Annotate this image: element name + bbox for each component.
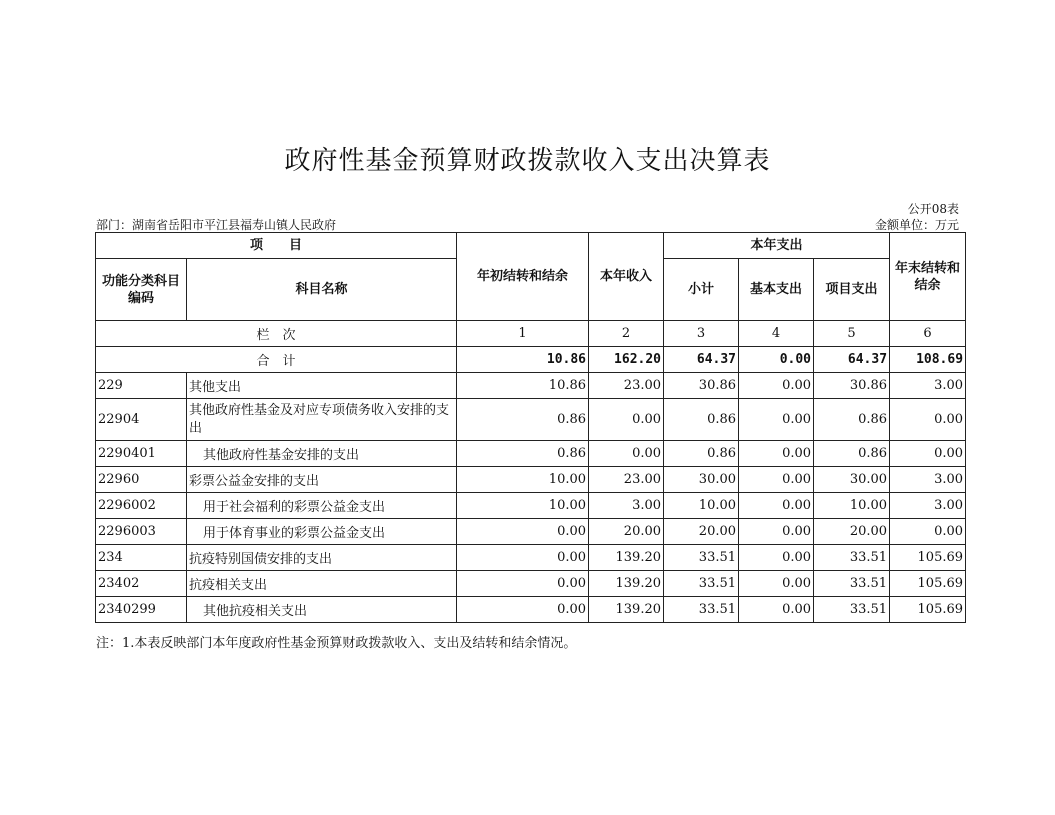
row-value: 0.00 xyxy=(457,519,589,545)
table-row xyxy=(96,493,966,519)
row-name: 彩票公益金安排的支出 xyxy=(187,467,457,493)
budget-table xyxy=(95,232,966,623)
total-label: 合 计 xyxy=(96,347,457,373)
department-label: 部门：湖南省岳阳市平江县福寿山镇人民政府 xyxy=(96,218,337,232)
total-row xyxy=(96,347,966,373)
row-code: 23402 xyxy=(96,571,187,597)
total-value: 10.86 xyxy=(457,347,589,373)
row-value: 0.86 xyxy=(457,441,589,467)
row-value: 0.00 xyxy=(739,597,814,623)
table-row xyxy=(96,467,966,493)
header-income: 本年收入 xyxy=(589,233,664,321)
row-value: 20.00 xyxy=(589,519,664,545)
row-value: 0.00 xyxy=(890,519,966,545)
row-value: 30.00 xyxy=(814,467,890,493)
unit-label: 金额单位：万元 xyxy=(874,218,959,232)
header-basic: 基本支出 xyxy=(739,259,814,321)
table-row xyxy=(96,519,966,545)
table-row xyxy=(96,571,966,597)
row-value: 0.00 xyxy=(739,519,814,545)
row-value: 139.20 xyxy=(589,597,664,623)
header-project: 项目支出 xyxy=(814,259,890,321)
col-index-1: 1 xyxy=(457,321,589,347)
col-index-label: 栏 次 xyxy=(96,321,457,347)
row-value: 20.00 xyxy=(664,519,739,545)
row-code: 22960 xyxy=(96,467,187,493)
row-value: 30.00 xyxy=(664,467,739,493)
row-value: 33.51 xyxy=(664,597,739,623)
col-index-row xyxy=(96,321,966,347)
table-row xyxy=(96,373,966,399)
table-row xyxy=(96,441,966,467)
row-value: 30.86 xyxy=(664,373,739,399)
row-value: 33.51 xyxy=(664,571,739,597)
row-value: 10.00 xyxy=(664,493,739,519)
row-value: 0.00 xyxy=(739,467,814,493)
row-value: 33.51 xyxy=(814,545,890,571)
row-code: 2340299 xyxy=(96,597,187,623)
footnote: 注：1.本表反映部门本年度政府性基金预算财政拨款收入、支出及结转和结余情况。 xyxy=(96,636,577,651)
col-index-3: 3 xyxy=(664,321,739,347)
header-func-code: 功能分类科目编码 xyxy=(96,259,187,321)
header-expense: 本年支出 xyxy=(664,233,890,259)
row-value: 105.69 xyxy=(890,571,966,597)
row-value: 30.86 xyxy=(814,373,890,399)
row-value: 3.00 xyxy=(589,493,664,519)
row-name: 用于体育事业的彩票公益金支出 xyxy=(187,519,457,545)
row-value: 0.00 xyxy=(739,373,814,399)
row-value: 3.00 xyxy=(890,493,966,519)
total-value: 0.00 xyxy=(739,347,814,373)
row-value: 33.51 xyxy=(664,545,739,571)
row-value: 139.20 xyxy=(589,545,664,571)
table-row xyxy=(96,399,966,441)
row-name: 抗疫相关支出 xyxy=(187,571,457,597)
row-value: 0.00 xyxy=(457,597,589,623)
row-value: 0.00 xyxy=(589,399,664,441)
header-subject-name: 科目名称 xyxy=(187,259,457,321)
form-code: 公开08表 xyxy=(907,202,959,216)
row-value: 0.00 xyxy=(739,441,814,467)
row-value: 0.00 xyxy=(739,571,814,597)
row-code: 229 xyxy=(96,373,187,399)
row-value: 139.20 xyxy=(589,571,664,597)
row-value: 0.00 xyxy=(457,571,589,597)
total-value: 162.20 xyxy=(589,347,664,373)
row-name: 其他抗疫相关支出 xyxy=(187,597,457,623)
table-row xyxy=(96,597,966,623)
row-value: 3.00 xyxy=(890,467,966,493)
col-index-4: 4 xyxy=(739,321,814,347)
row-value: 0.00 xyxy=(457,545,589,571)
row-code: 2290401 xyxy=(96,441,187,467)
row-value: 20.00 xyxy=(814,519,890,545)
row-name: 其他政府性基金安排的支出 xyxy=(187,441,457,467)
row-name: 用于社会福利的彩票公益金支出 xyxy=(187,493,457,519)
row-code: 2296003 xyxy=(96,519,187,545)
row-value: 10.00 xyxy=(814,493,890,519)
row-value: 3.00 xyxy=(890,373,966,399)
row-value: 105.69 xyxy=(890,545,966,571)
row-value: 0.00 xyxy=(890,441,966,467)
row-value: 0.00 xyxy=(890,399,966,441)
row-value: 105.69 xyxy=(890,597,966,623)
total-value: 108.69 xyxy=(890,347,966,373)
row-value: 0.00 xyxy=(589,441,664,467)
row-value: 0.00 xyxy=(739,493,814,519)
col-index-5: 5 xyxy=(814,321,890,347)
row-value: 0.86 xyxy=(814,399,890,441)
col-index-2: 2 xyxy=(589,321,664,347)
row-value: 23.00 xyxy=(589,373,664,399)
row-value: 23.00 xyxy=(589,467,664,493)
row-value: 0.86 xyxy=(457,399,589,441)
page-title: 政府性基金预算财政拨款收入支出决算表 xyxy=(284,146,771,176)
total-value: 64.37 xyxy=(664,347,739,373)
row-value: 33.51 xyxy=(814,597,890,623)
header-item: 项 目 xyxy=(96,233,457,259)
row-name: 其他政府性基金及对应专项债务收入安排的支出 xyxy=(187,399,457,441)
row-value: 10.86 xyxy=(457,373,589,399)
row-value: 10.00 xyxy=(457,467,589,493)
row-value: 33.51 xyxy=(814,571,890,597)
header-begin-balance: 年初结转和结余 xyxy=(457,233,589,321)
row-value: 10.00 xyxy=(457,493,589,519)
row-value: 0.00 xyxy=(739,399,814,441)
row-value: 0.86 xyxy=(814,441,890,467)
row-code: 2296002 xyxy=(96,493,187,519)
row-value: 0.86 xyxy=(664,441,739,467)
col-index-6: 6 xyxy=(890,321,966,347)
header-row-1 xyxy=(96,233,966,259)
row-name: 其他支出 xyxy=(187,373,457,399)
total-value: 64.37 xyxy=(814,347,890,373)
row-code: 234 xyxy=(96,545,187,571)
row-value: 0.00 xyxy=(739,545,814,571)
row-name: 抗疫特别国债安排的支出 xyxy=(187,545,457,571)
row-code: 22904 xyxy=(96,399,187,441)
header-end-balance: 年末结转和结余 xyxy=(890,233,966,321)
header-subtotal: 小计 xyxy=(664,259,739,321)
table-row xyxy=(96,545,966,571)
row-value: 0.86 xyxy=(664,399,739,441)
